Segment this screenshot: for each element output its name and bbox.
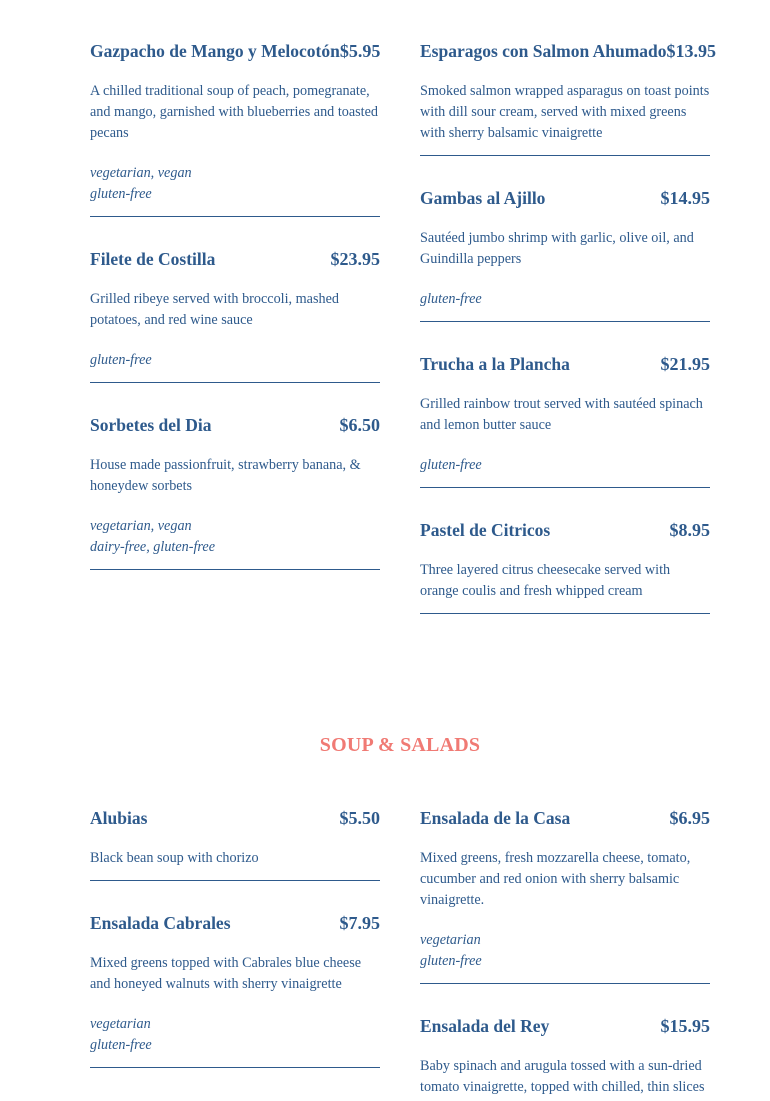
menu-item bbox=[90, 248, 380, 383]
menu-item-name: Ensalada de la Casa bbox=[420, 808, 571, 828]
dietary-tag-line: gluten-free bbox=[420, 457, 482, 473]
section-title: SOUP & SALADS bbox=[319, 734, 481, 756]
menu-item-name: Gambas al Ajillo bbox=[420, 188, 546, 208]
menu-column-left bbox=[90, 40, 380, 645]
menu-item bbox=[90, 807, 380, 881]
menu-column-left bbox=[90, 807, 380, 1101]
dietary-tag-line: vegetarian bbox=[420, 932, 481, 948]
menu-item-name: Trucha a la Plancha bbox=[420, 354, 570, 374]
menu-item-name: Filete de Costilla bbox=[90, 249, 216, 269]
menu-item bbox=[90, 414, 380, 570]
dietary-tag-line: gluten-free bbox=[420, 953, 482, 969]
menu-item-description: House made passionfruit, strawberry banana, & honeydew sorbets bbox=[90, 457, 361, 494]
menu-item-dietary-tags bbox=[420, 455, 710, 476]
menu-item-header bbox=[90, 807, 380, 829]
menu-item-header bbox=[420, 1015, 710, 1037]
menu-item-price: $5.95 bbox=[339, 41, 381, 61]
menu-item-price: $21.95 bbox=[660, 354, 710, 374]
menu-item bbox=[420, 40, 717, 156]
dietary-tag-line: vegetarian, vegan bbox=[90, 518, 192, 534]
menu-item-name: Esparagos con Salmon Ahumado bbox=[420, 41, 667, 61]
menu-item-description: A chilled traditional soup of peach, pomegranate, and mango, garnished with blueberries and toasted pecans bbox=[90, 83, 379, 141]
menu-item-dietary-tags bbox=[90, 163, 380, 205]
menu-item-dietary-tags bbox=[420, 289, 710, 310]
menu-item-price: $15.95 bbox=[660, 1016, 710, 1036]
menu-item bbox=[90, 40, 380, 217]
dietary-tag-line: vegetarian bbox=[90, 1016, 151, 1032]
menu-item-header bbox=[420, 353, 710, 375]
menu-item-price: $13.95 bbox=[666, 41, 717, 61]
menu-columns bbox=[90, 40, 717, 645]
menu-item bbox=[420, 807, 710, 984]
menu-item-name: Pastel de Citricos bbox=[420, 520, 551, 540]
menu-item-header bbox=[420, 187, 710, 209]
menu-item-name: Alubias bbox=[90, 808, 148, 828]
menu-item-price: $7.95 bbox=[339, 913, 380, 933]
menu-item-header bbox=[420, 519, 710, 541]
menu-item-name: Ensalada del Rey bbox=[420, 1016, 550, 1036]
menu-item bbox=[420, 353, 710, 488]
menu-section-entrees bbox=[90, 40, 717, 645]
menu-item bbox=[90, 912, 380, 1068]
menu-section-soup-salads bbox=[90, 734, 710, 1101]
menu-item-description: Grilled rainbow trout served with sautéed spinach and lemon butter sauce bbox=[420, 396, 703, 433]
menu-column-right bbox=[420, 40, 717, 645]
menu-column-right bbox=[420, 807, 710, 1101]
menu-item-header bbox=[90, 414, 380, 436]
menu-item-description: Grilled ribeye served with broccoli, mashed potatoes, and red wine sauce bbox=[90, 291, 339, 328]
menu-item-price: $5.50 bbox=[339, 808, 380, 828]
menu-item-description: Mixed greens topped with Cabrales blue cheese and honeyed walnuts with sherry vinaigrette bbox=[90, 955, 362, 992]
dietary-tag-line: vegetarian, vegan bbox=[90, 165, 192, 181]
menu-item-header bbox=[90, 912, 380, 934]
menu-item-dietary-tags bbox=[90, 516, 380, 558]
menu-item-name: Sorbetes del Dia bbox=[90, 415, 212, 435]
menu-item-header bbox=[420, 40, 717, 62]
menu-item-price: $8.95 bbox=[669, 520, 710, 540]
menu-item-price: $23.95 bbox=[330, 249, 380, 269]
dietary-tag-line: gluten-free bbox=[90, 1037, 152, 1053]
menu-item-name: Gazpacho de Mango y Melocotón bbox=[90, 41, 340, 61]
dietary-tag-line: dairy-free, gluten-free bbox=[90, 539, 216, 555]
menu-item-dietary-tags bbox=[90, 350, 380, 371]
dietary-tag-line: gluten-free bbox=[90, 352, 152, 368]
menu-item-header bbox=[420, 807, 710, 829]
menu-item-price: $6.95 bbox=[669, 808, 710, 828]
menu-item bbox=[420, 187, 710, 322]
menu-item bbox=[420, 519, 710, 614]
menu-item-dietary-tags bbox=[420, 930, 710, 972]
menu-item-price: $14.95 bbox=[660, 188, 710, 208]
menu-item-header bbox=[90, 40, 380, 62]
dietary-tag-line: gluten-free bbox=[420, 291, 482, 307]
menu-item-name: Ensalada Cabrales bbox=[90, 913, 231, 933]
menu-item-description: Baby spinach and arugula tossed with a sun-dried tomato vinaigrette, topped with chilled, thin slices bbox=[420, 1058, 705, 1095]
menu-item-dietary-tags bbox=[90, 1014, 380, 1056]
menu-item-description: Three layered citrus cheesecake served with orange coulis and fresh whipped cream bbox=[420, 562, 671, 599]
menu-item-description: Smoked salmon wrapped asparagus on toast points with dill sour cream, served with mixed greens with sherry balsamic vinaigrette bbox=[420, 83, 710, 141]
menu-item-description: Mixed greens, fresh mozzarella cheese, tomato, cucumber and red onion with sherry balsamic vinaigrette. bbox=[420, 850, 691, 908]
menu-item-price: $6.50 bbox=[339, 415, 380, 435]
dietary-tag-line: gluten-free bbox=[90, 186, 152, 202]
menu-item-header bbox=[90, 248, 380, 270]
menu-columns bbox=[90, 807, 710, 1101]
menu-item-description: Black bean soup with chorizo bbox=[90, 850, 259, 866]
menu-item bbox=[420, 1015, 710, 1101]
menu-item-description: Sautéed jumbo shrimp with garlic, olive oil, and Guindilla peppers bbox=[420, 230, 694, 267]
